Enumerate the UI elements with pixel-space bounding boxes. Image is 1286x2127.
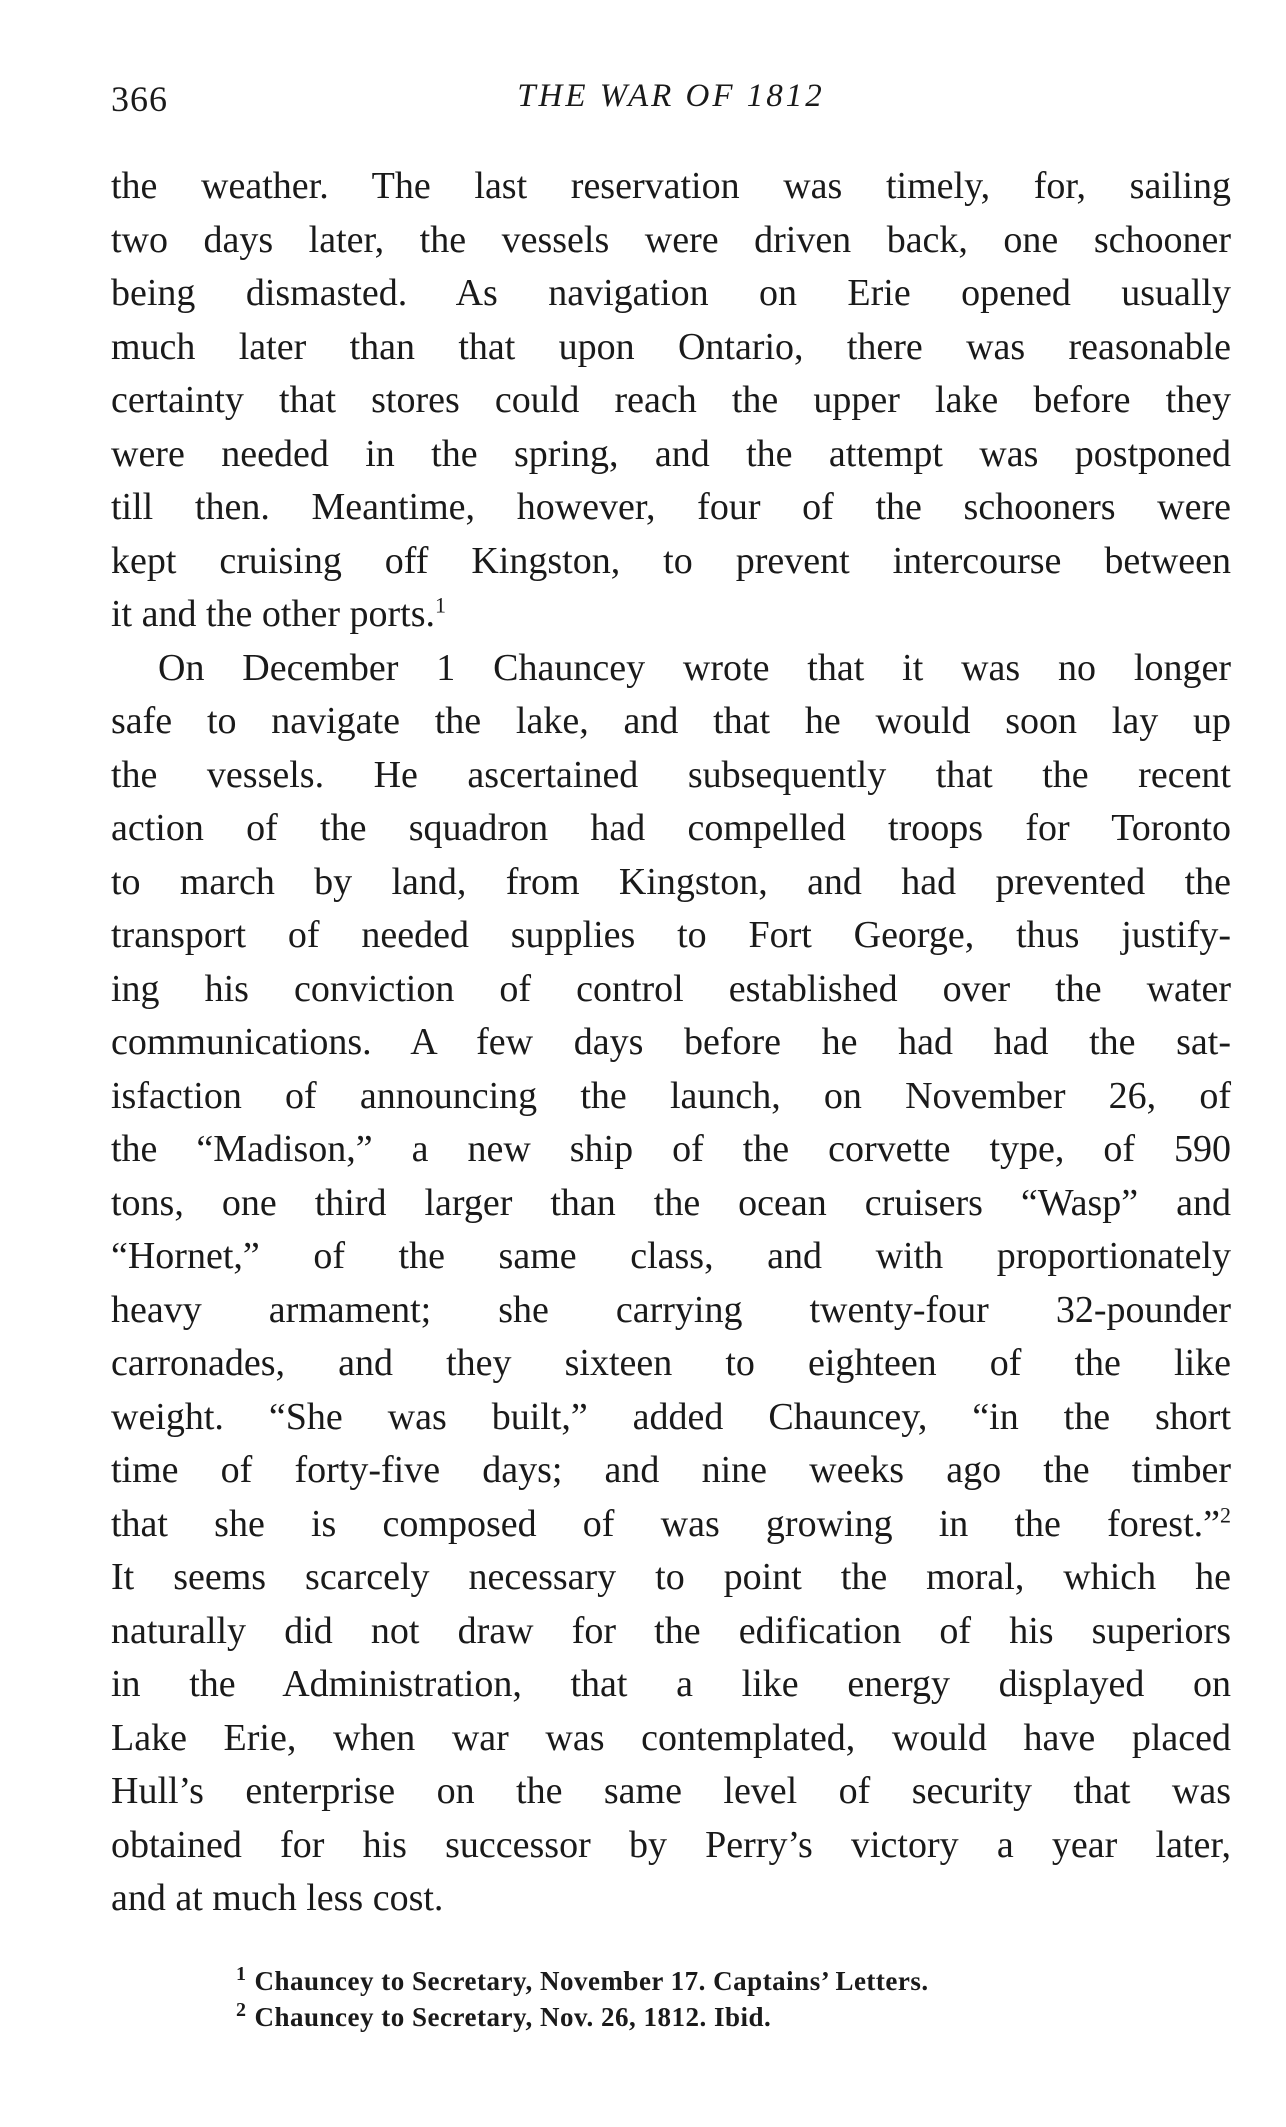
text-line: It seems scarcely necessary to point the moral, which he (111, 1556, 1231, 1598)
footnote-mark: 1 (236, 1963, 247, 1985)
page-header (111, 78, 1231, 128)
text-line: weight. “She was built,” added Chauncey, “in the short (111, 1395, 1231, 1438)
text-line: in the Administration, that a like energy displayed on (111, 1663, 1231, 1705)
text-line: certainty that stores could reach the upper lake before they (111, 379, 1231, 421)
footnote-1 (236, 1963, 1226, 1999)
running-title: THE WAR OF 1812 (517, 78, 825, 114)
text-line: ing his conviction of control established over the water (111, 967, 1231, 1010)
text-line: obtained for his successor by Perry’s victory a year later, (111, 1823, 1231, 1866)
text-line: carronades, and they sixteen to eighteen of the like (111, 1342, 1231, 1384)
text-line: transport of needed supplies to Fort George, thus justify- (111, 914, 1231, 956)
text-line: being dismasted. As navigation on Erie opened usually (111, 272, 1231, 314)
text-line: naturally did not draw for the edification of his superiors (111, 1609, 1231, 1652)
line-text: that she is composed of was growing in the forest.” (111, 1502, 1220, 1545)
paragraph-start: On December 1 Chauncey wrote that it was no longer (158, 646, 1231, 689)
footnote-ref-1: 1 (434, 592, 446, 618)
text-line: the “Madison,” a new ship of the corvette type, of 590 (111, 1128, 1231, 1170)
text-line: Hull’s enterprise on the same level of security that was (111, 1770, 1231, 1812)
text-line: time of forty-five days; and nine weeks ago the timber (111, 1449, 1231, 1491)
text-line: till then. Meantime, however, four of the schooners were (111, 486, 1231, 528)
footnotes (236, 1963, 1226, 2035)
text-line: two days later, the vessels were driven back, one schooner (111, 218, 1231, 261)
page-number: 366 (111, 79, 168, 119)
text-line: safe to navigate the lake, and that he would soon lay up (111, 700, 1231, 742)
footnote-mark: 2 (236, 1999, 247, 2021)
text-line: the weather. The last reservation was timely, for, sailing (111, 165, 1231, 207)
text-line: much later than that upon Ontario, there was reasonable (111, 325, 1231, 368)
text-line: action of the squadron had compelled troops for Toronto (111, 807, 1231, 849)
text-line: heavy armament; she carrying twenty-four 32-pounder (111, 1288, 1231, 1331)
text-line: tons, one third larger than the ocean cruisers “Wasp” and (111, 1181, 1231, 1224)
text-line: kept cruising off Kingston, to prevent intercourse between (111, 539, 1231, 582)
footnote-text: Chauncey to Secretary, Nov. 26, 1812. Ibid. (254, 2002, 772, 2032)
text-line (111, 1498, 1231, 1552)
footnote-text: Chauncey to Secretary, November 17. Captains’ Letters. (254, 1966, 929, 1996)
text-line: isfaction of announcing the launch, on November 26, of (111, 1074, 1231, 1117)
text-line: to march by land, from Kingston, and had prevented the (111, 860, 1231, 903)
text-line: communications. A few days before he had had the sat- (111, 1021, 1231, 1063)
footnote-ref-2: 2 (1220, 1501, 1231, 1527)
text-line: and at much less cost. (111, 1877, 444, 1919)
text-line: Lake Erie, when war was contemplated, would have placed (111, 1716, 1231, 1759)
text-line: were needed in the spring, and the attempt was postponed (111, 432, 1231, 475)
text-line: the vessels. He ascertained subsequently that the recent (111, 753, 1231, 796)
text-line: “Hornet,” of the same class, and with proportionately (111, 1235, 1231, 1277)
footnote-2 (236, 1999, 1226, 2035)
body-text (111, 160, 1231, 1926)
line-text: it and the other ports. (111, 593, 435, 635)
text-line (111, 588, 1231, 642)
